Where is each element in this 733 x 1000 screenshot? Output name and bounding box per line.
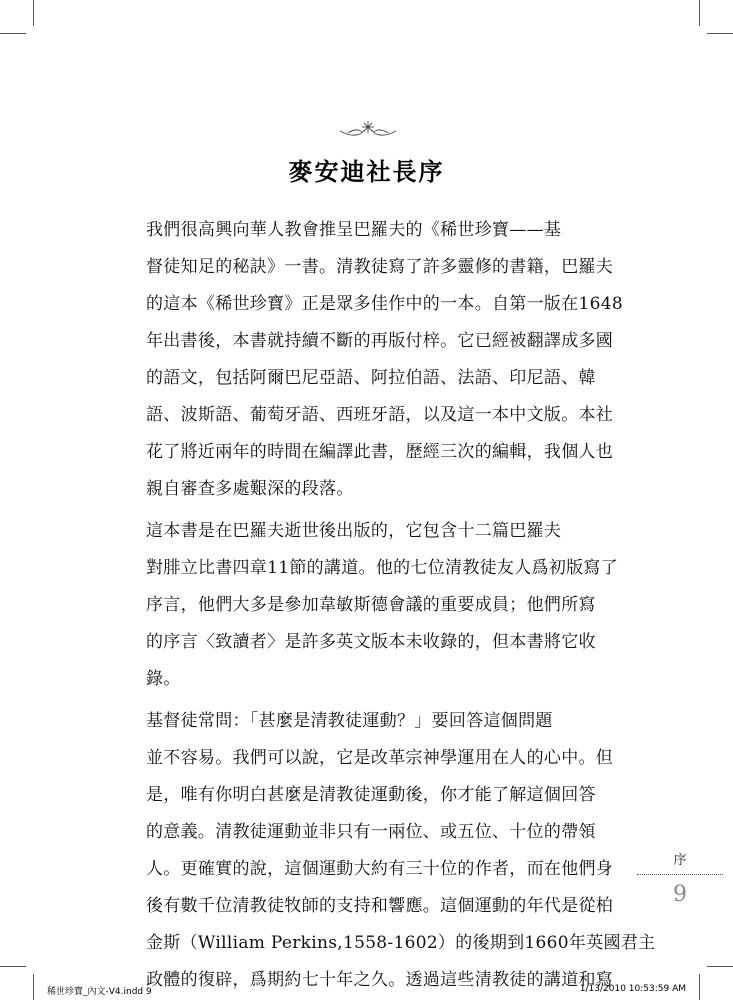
text-line: 語、波斯語、葡萄牙語、西班牙語，以及這一本中文版。本社: [146, 405, 614, 425]
text-line: 並不容易。我們可以說，它是改革宗神學運用在人的心中。但: [146, 748, 614, 768]
floral-flourish-icon: [318, 118, 418, 140]
page-title: 麥安迪社長序: [288, 158, 445, 186]
text-line: 這本書是在巴羅夫逝世後出版的，它包含十二篇巴羅夫: [146, 521, 562, 541]
text-line: 年出書後，本書就持續不斷的再版付梓。它已經被翻譯成多國: [146, 331, 614, 351]
text-line: 序言，他們大多是參加韋敏斯德會議的重要成員；他們所寫: [146, 595, 596, 615]
text-line: 是，唯有你明白甚麼是清教徒運動後，你才能了解這個回答: [146, 785, 596, 805]
paragraph: [146, 212, 623, 508]
dotted-divider: [637, 874, 723, 875]
text-line: 政體的復辟，爲期約七十年之久。透過這些清教徒的講道和寫: [146, 970, 614, 990]
crop-mark: [707, 33, 733, 34]
text-line: 金斯（William Perkins,1558-1602）的後期到1660年英國君主: [146, 933, 656, 953]
text-line: 人。更確實的說，這個運動大約有三十位的作者，而在他們身: [146, 859, 614, 879]
text-line: 後有數千位清教徒牧師的支持和響應。這個運動的年代是從柏: [146, 896, 614, 916]
slug-filename: 稀世珍寶_內文-V4.indd 9: [47, 987, 152, 997]
crop-mark: [707, 966, 733, 967]
crop-mark: [699, 0, 700, 26]
slug-datetime: 1/13/2010 10:53:59 AM: [579, 984, 686, 994]
crop-mark: [699, 974, 700, 1000]
text-line: 花了將近兩年的時間在編譯此書，歷經三次的編輯，我個人也: [146, 442, 614, 462]
text-line: 督徒知足的秘訣》一書。清教徒寫了許多靈修的書籍，巴羅夫: [146, 257, 614, 277]
crop-mark: [33, 974, 34, 1000]
text-line: 的序言〈致讀者〉是許多英文版本未收錄的，但本書將它收: [146, 632, 596, 652]
paragraph: [146, 513, 619, 698]
text-line: 我們很高興向華人教會推呈巴羅夫的《稀世珍寶——基: [146, 220, 562, 240]
section-label: 序: [673, 853, 687, 868]
page-number: 9: [673, 882, 687, 907]
text-line: 基督徒常問：「甚麼是清教徒運動？」要回答這個問題: [146, 711, 553, 731]
text-line: 的意義。清教徒運動並非只有一兩位、或五位、十位的帶領: [146, 822, 596, 842]
text-line: 錄。: [146, 669, 181, 689]
crop-mark: [33, 0, 34, 26]
text-line: 親自審查多處艱深的段落。: [146, 479, 354, 499]
text-line: 對腓立比書四章11節的講道。他的七位清教徒友人爲初版寫了: [146, 558, 619, 578]
crop-mark: [0, 33, 26, 34]
text-line: 的這本《稀世珍寶》正是眾多佳作中的一本。自第一版在1648: [146, 294, 623, 314]
text-line: 的語文，包括阿爾巴尼亞語、阿拉伯語、法語、印尼語、韓: [146, 368, 596, 388]
crop-mark: [0, 966, 26, 967]
